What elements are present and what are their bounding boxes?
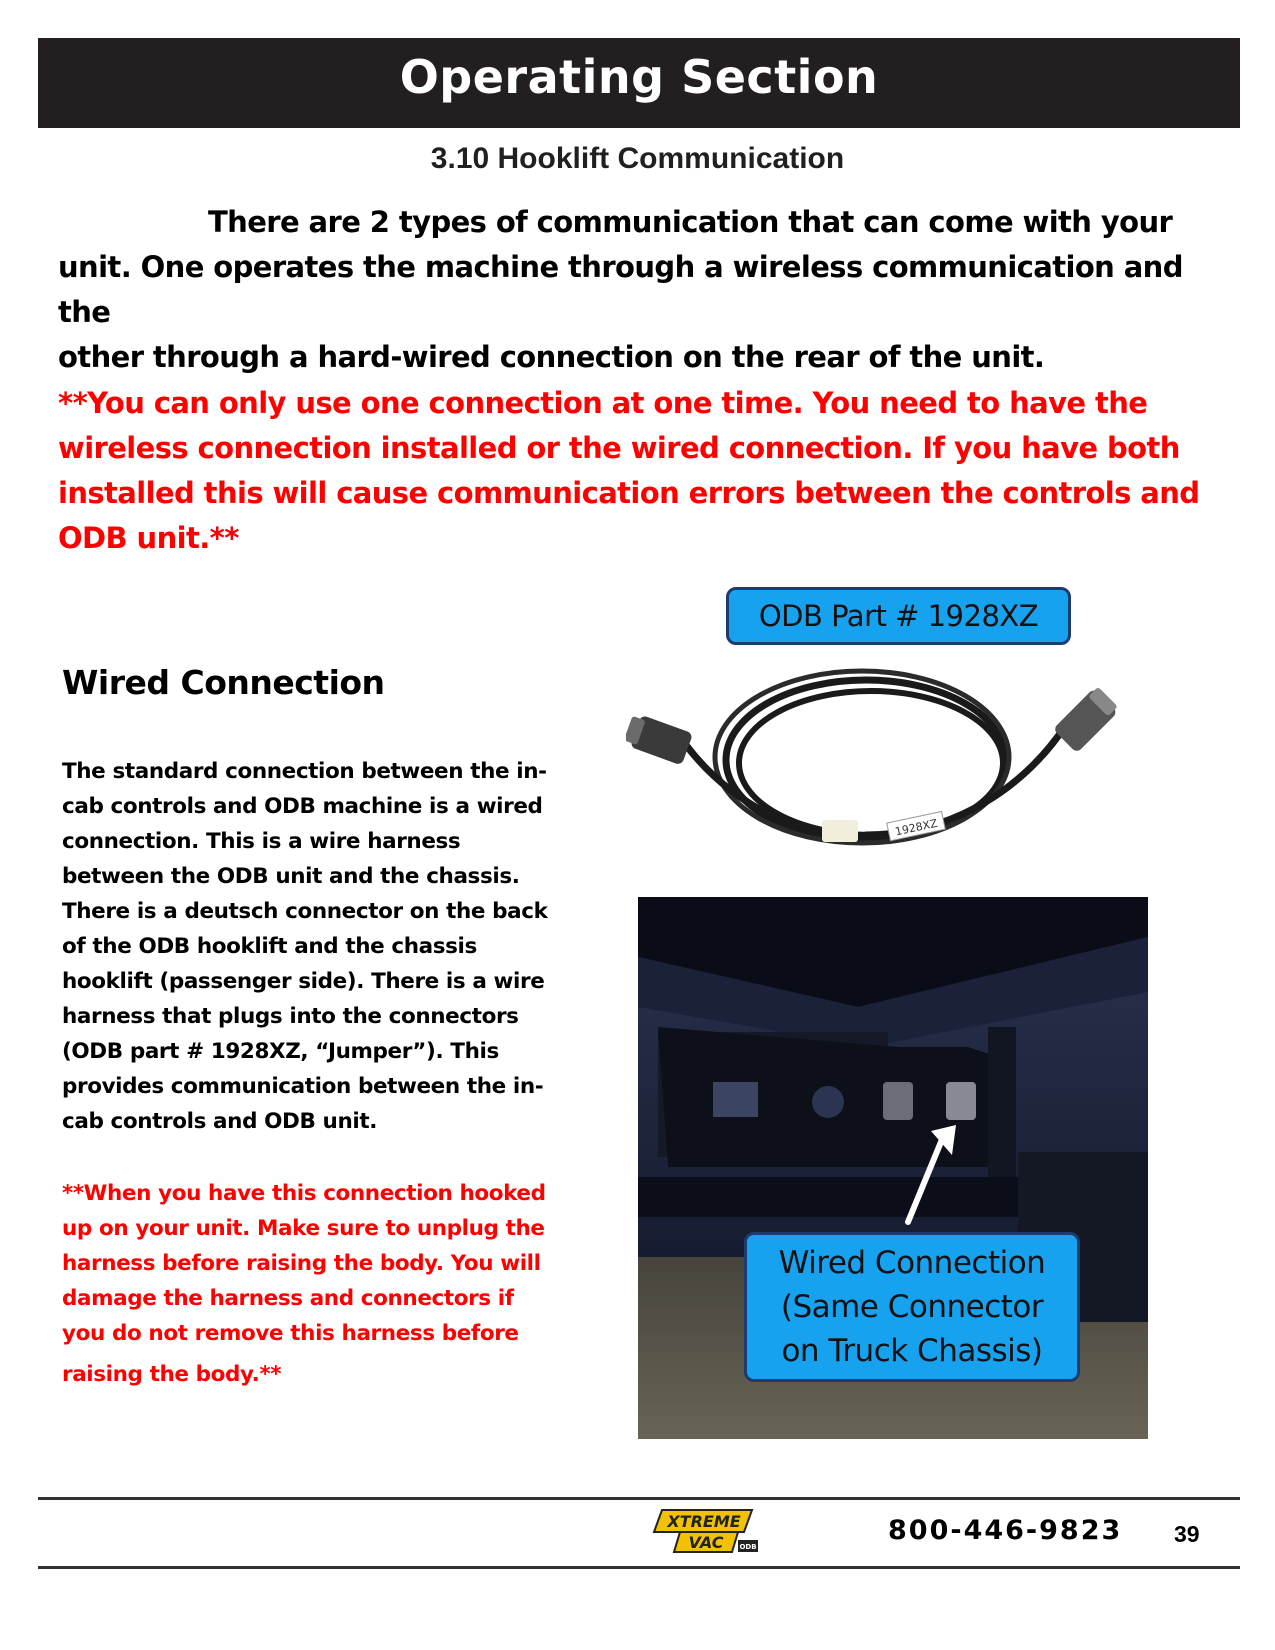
warning-line: installed this will cause communication errors between the controls and	[58, 476, 1200, 510]
xtreme-vac-logo	[652, 1508, 760, 1556]
text-line: between the ODB unit and the chassis.	[62, 864, 520, 889]
cable-harness-image	[626, 665, 1146, 885]
main-warning	[58, 381, 1238, 561]
text-line: cab controls and ODB machine is a wired	[62, 794, 543, 819]
wired-connection-description	[62, 754, 582, 1139]
callout-line: on Truck Chassis)	[781, 1333, 1043, 1369]
warning-line: raising the body.**	[62, 1362, 282, 1387]
warning-line: **When you have this connection hooked	[62, 1181, 546, 1206]
warning-line: harness before raising the body. You will	[62, 1251, 541, 1276]
text-line: There is a deutsch connector on the back	[62, 899, 548, 924]
page-title: Operating Section	[399, 50, 879, 104]
connector-left	[626, 715, 693, 766]
warning-line: **You can only use one connection at one time. You need to have the	[58, 386, 1148, 420]
section-title: 3.10 Hooklift Communication	[430, 142, 845, 175]
warning-line: ODB unit.**	[58, 521, 239, 555]
text-line: connection. This is a wire harness	[62, 829, 461, 854]
header-bar	[38, 38, 1240, 128]
intro-paragraph	[58, 200, 1238, 380]
intro-line: unit. One operates the machine through a wireless communication and the	[58, 250, 1183, 329]
footer-rule-top	[38, 1497, 1240, 1500]
callout-line: Wired Connection	[778, 1245, 1046, 1281]
text-line: (ODB part # 1928XZ, “Jumper”). This	[62, 1039, 499, 1064]
text-line: cab controls and ODB unit.	[62, 1109, 377, 1134]
text-line: of the ODB hooklift and the chassis	[62, 934, 477, 959]
part-number-callout: ODB Part # 1928XZ	[726, 587, 1071, 645]
phone-number: 800-446-9823	[888, 1515, 1123, 1546]
callout-line: (Same Connector	[780, 1289, 1044, 1325]
text-line: The standard connection between the in-	[62, 759, 547, 784]
warning-line: wireless connection installed or the wired connection. If you have both	[58, 431, 1180, 465]
intro-line: other through a hard-wired connection on the rear of the unit.	[58, 340, 1045, 374]
svg-text:XTREME: XTREME	[667, 1512, 741, 1531]
intro-line: There are 2 types of communication that can come with your	[208, 205, 1173, 239]
svg-text:ODB: ODB	[739, 1543, 757, 1551]
unplug-warning	[62, 1176, 582, 1392]
footer-rule-bottom	[38, 1566, 1240, 1569]
connector-right	[1053, 687, 1118, 753]
wired-connection-heading: Wired Connection	[62, 663, 385, 702]
wired-connection-callout	[744, 1232, 1080, 1382]
cable-tag	[822, 820, 858, 842]
text-line: provides communication between the in-	[62, 1074, 544, 1099]
text-line: harness that plugs into the connectors	[62, 1004, 519, 1029]
svg-text:VAC: VAC	[688, 1533, 724, 1552]
warning-line: damage the harness and connectors if	[62, 1286, 514, 1311]
page-number: 39	[1174, 1521, 1200, 1547]
cable-label: 1928XZ	[893, 816, 939, 839]
text-line: hooklift (passenger side). There is a wire	[62, 969, 545, 994]
warning-line: you do not remove this harness before	[62, 1321, 519, 1346]
warning-line: up on your unit. Make sure to unplug the	[62, 1216, 545, 1241]
